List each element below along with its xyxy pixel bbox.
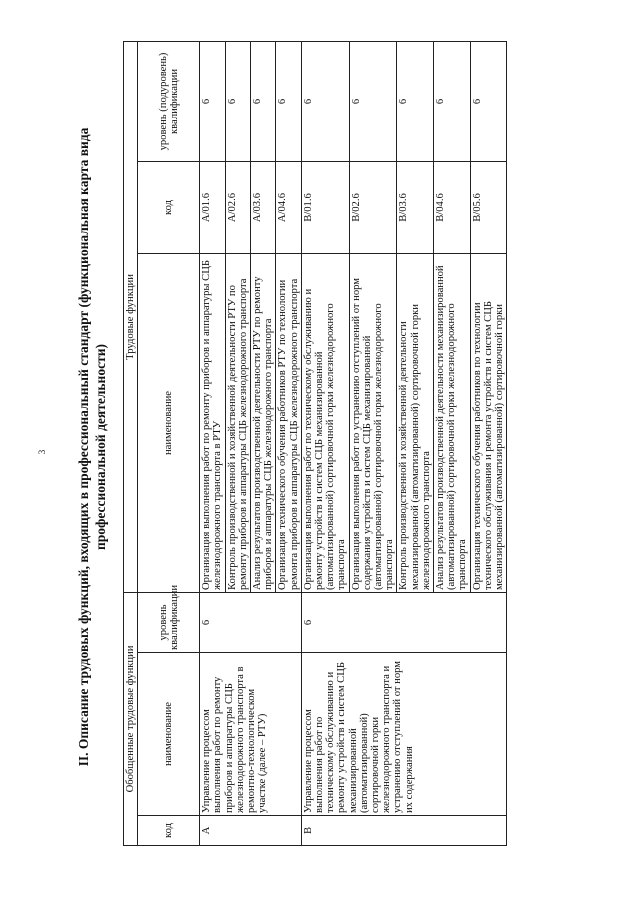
col-header-name: наименование bbox=[138, 653, 200, 816]
group-header-row bbox=[124, 41, 138, 845]
heading-line-2: профессиональной деятельности) bbox=[93, 344, 108, 550]
group-level: 6 bbox=[301, 593, 506, 653]
col-header-function-name: наименование bbox=[138, 254, 200, 593]
function-code: B/02.6 bbox=[349, 162, 397, 254]
table-row bbox=[301, 41, 349, 845]
group-name: Управление процессом выполнения работ по ремонту приборов и аппаратуры СЦБ железнодорожного транспорта в ремонтно-технологическом участке (далее – РТУ) bbox=[200, 653, 302, 816]
function-name: Анализ результатов производственной деятельности механизированной (автоматизированной) сортировочной горки железнодорожного транспорта bbox=[434, 254, 471, 593]
function-level: 6 bbox=[251, 41, 276, 161]
function-name: Организация выполнения работ по ремонту приборов и аппаратуры СЦБ железнодорожного транспорта в РТУ bbox=[200, 254, 225, 593]
labor-functions-header: Трудовые функции bbox=[124, 41, 138, 592]
function-level: 6 bbox=[276, 41, 301, 161]
function-code: A/03.6 bbox=[251, 162, 276, 254]
table-row bbox=[200, 41, 225, 845]
col-header-function-level: уровень (подуровень) квалификации bbox=[138, 41, 200, 161]
function-level: 6 bbox=[397, 41, 434, 161]
function-name: Организация выполнения работ по техническому обслуживанию и ремонту устройств и систем СЦБ механизированной (автоматизированной) сортировочной горки железнодорожного транспорта bbox=[301, 254, 349, 593]
function-name: Контроль производственной и хозяйственной деятельности РТУ по ремонту приборов и аппаратуры СЦБ железнодорожного транспорта bbox=[225, 254, 250, 593]
functional-map-table bbox=[123, 41, 507, 846]
function-level: 6 bbox=[301, 41, 349, 161]
function-level: 6 bbox=[200, 41, 225, 161]
function-code: A/01.6 bbox=[200, 162, 225, 254]
function-code: B/03.6 bbox=[397, 162, 434, 254]
col-header-level: уровень квалификации bbox=[138, 593, 200, 653]
col-header-function-code: код bbox=[138, 162, 200, 254]
function-code: B/05.6 bbox=[470, 162, 507, 254]
function-name: Организация технического обучения работников РТУ по технологии ремонта приборов и аппаратуры СЦБ железнодорожного транспорта bbox=[276, 254, 301, 593]
function-name: Анализ результатов производственной деятельности РТУ по ремонту приборов и аппаратуры СЦБ железнодорожного транспорта bbox=[251, 254, 276, 593]
generalized-functions-header: Обобщенные трудовые функции bbox=[124, 593, 138, 846]
heading-line-1: II. Описание трудовых функций, входящих в профессиональный стандарт (функциональная карта вида bbox=[76, 127, 91, 767]
function-code: B/01.6 bbox=[301, 162, 349, 254]
column-header-row bbox=[138, 41, 200, 845]
group-name: Управление процессом выполнения работ по техническому обслуживанию и ремонту устройств и систем СЦБ механизированной (автоматизированной) сортировочной горки железнодорожного транспорта и устранению отступлений от норм их содержания bbox=[301, 653, 506, 816]
function-code: A/04.6 bbox=[276, 162, 301, 254]
group-level: 6 bbox=[200, 593, 302, 653]
function-code: B/04.6 bbox=[434, 162, 471, 254]
function-level: 6 bbox=[225, 41, 250, 161]
page-number: 3 bbox=[37, 449, 47, 455]
function-code: A/02.6 bbox=[225, 162, 250, 254]
section-heading bbox=[75, 42, 109, 852]
group-code: В bbox=[301, 816, 506, 846]
function-name: Организация технического обучения работников по технологии технического обслуживания и ремонта устройств и систем СЦБ механизированной (автоматизированной) сортировочной горки bbox=[470, 254, 507, 593]
function-level: 6 bbox=[434, 41, 471, 161]
function-level: 6 bbox=[349, 41, 397, 161]
function-name: Организация выполнения работ по устранению отступлений от норм содержания устройств и систем СЦБ механизированной (автоматизированной) сортировочной горки железнодорожного транспорта bbox=[349, 254, 397, 593]
function-level: 6 bbox=[470, 41, 507, 161]
group-code: А bbox=[200, 816, 302, 846]
col-header-code: код bbox=[138, 816, 200, 846]
function-name: Контроль производственной и хозяйственной деятельности механизированной (автоматизированной) сортировочной горки железнодорожного транспорта bbox=[397, 254, 434, 593]
rotated-page-content bbox=[75, 42, 595, 852]
